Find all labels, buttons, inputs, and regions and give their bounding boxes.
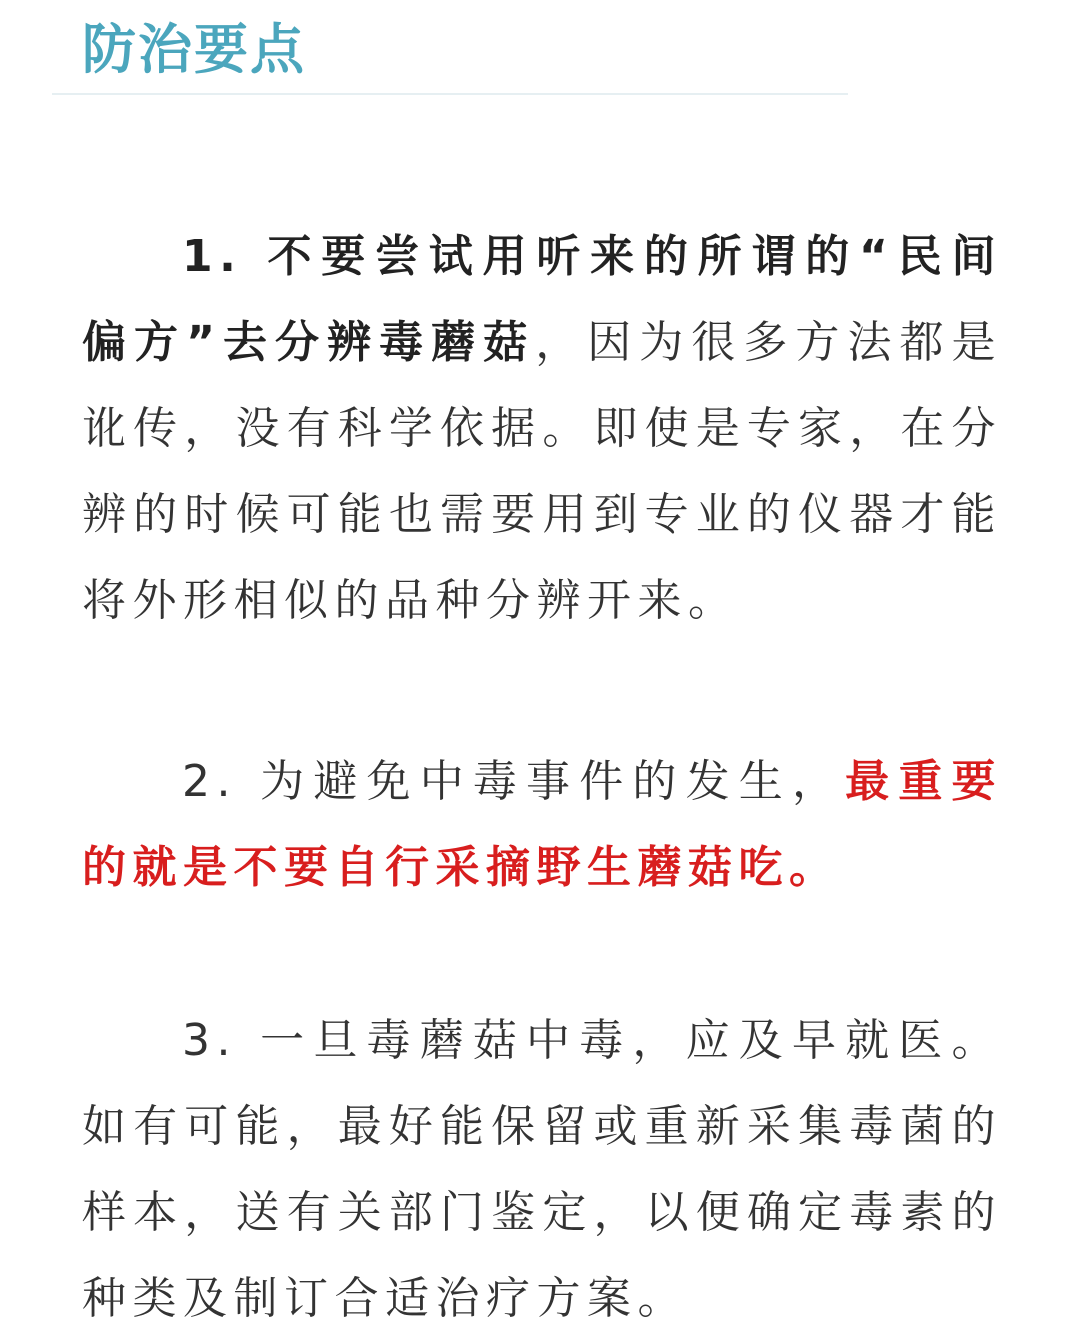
point-2-number: 2. (182, 756, 237, 807)
point-1 (82, 214, 1002, 644)
section-title: 防治要点 (82, 18, 306, 81)
point-3-text: 一旦毒蘑菇中毒，应及早就医。如有可能，最好能保留或重新采集毒菌的样本，送有关部门鉴定，以便确定毒素的种类及制订合适治疗方案。 (82, 1015, 1002, 1324)
point-2-text: 为避免中毒事件的发生， (236, 756, 846, 807)
point-2 (82, 739, 1002, 911)
point-2-highlight-text: 最重要的就是不要自行采摘野生蘑菇吃。 (82, 756, 1002, 893)
point-1-number: 1. (182, 231, 243, 282)
point-3 (82, 998, 1002, 1342)
point-1-bold-text: 不要尝试用听来的所谓的“民间偏方”去分辨毒蘑菇 (82, 231, 1002, 368)
point-1-text: ，因为很多方法都是讹传，没有科学依据。即使是专家，在分辨的时候可能也需要用到专业的仪器才能将外形相似的品种分辨开来。 (82, 317, 1003, 626)
title-divider (52, 93, 848, 95)
point-3-number: 3. (182, 1015, 237, 1066)
